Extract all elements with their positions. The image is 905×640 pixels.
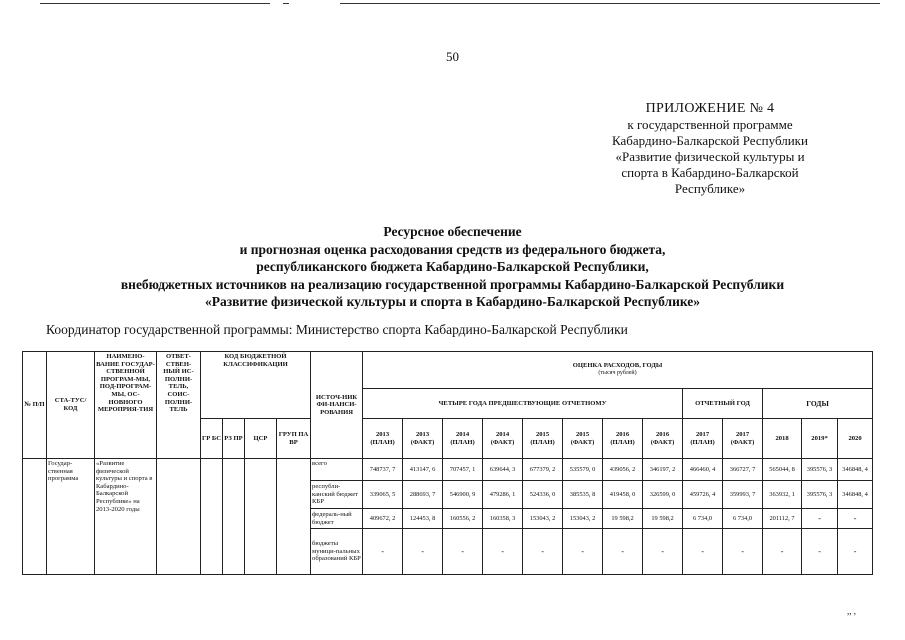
value-cell: 363932, 1	[763, 481, 802, 509]
value-cell: 639644, 3	[483, 459, 523, 481]
value-cell: -	[483, 529, 523, 575]
value-cell: -	[838, 529, 873, 575]
header-year: 2020	[838, 419, 873, 459]
header-name: НАИМЕНО-ВАНИЕ ГОСУДАР-СТВЕННОЙ ПРОГРАМ-МЫ, ПОД-ПРОГРАМ-МЫ, ОС-НОВНОГО МЕРОПРИЯ-ТИЯ	[95, 352, 157, 459]
value-cell: 19 598,2	[603, 509, 643, 529]
appendix-line: «Развитие физической культуры и	[615, 149, 805, 164]
header-prev-years: ЧЕТЫРЕ ГОДА ПРЕДШЕСТВУЮЩИЕ ОТЧЕТНОМУ	[363, 389, 683, 419]
top-rule-mid	[283, 3, 289, 4]
responsible-cell	[157, 459, 201, 575]
document-title	[0, 223, 905, 311]
estimate-unit: (тысяч рублей)	[598, 370, 637, 376]
value-cell: 326599, 0	[643, 481, 683, 509]
appendix-line: Кабардино-Балкарской Республики	[612, 133, 808, 148]
value-cell: 201112, 7	[763, 509, 802, 529]
value-cell: 124453, 8	[403, 509, 443, 529]
source-label: всего	[311, 459, 363, 481]
code-grbs-cell	[201, 459, 223, 575]
value-cell: 19 598,2	[643, 509, 683, 529]
top-rule-left	[40, 3, 270, 4]
header-year: 2017 (ФАКТ)	[723, 419, 763, 459]
value-cell: -	[838, 509, 873, 529]
value-cell: 339065, 5	[363, 481, 403, 509]
value-cell: 535579, 0	[563, 459, 603, 481]
value-cell: -	[443, 529, 483, 575]
value-cell: 366727, 7	[723, 459, 763, 481]
value-cell: 6 734,0	[723, 509, 763, 529]
header-budget-code: КОД БЮДЖЕТНОЙ КЛАССИФИКАЦИИ	[201, 352, 311, 419]
value-cell: 160358, 3	[483, 509, 523, 529]
value-cell: 346848, 4	[838, 481, 873, 509]
appendix-line: спорта в Кабардино-Балкарской	[621, 165, 799, 180]
header-year: 2014 (ФАКТ)	[483, 419, 523, 459]
value-cell: 565044, 8	[763, 459, 802, 481]
value-cell: 677379, 2	[523, 459, 563, 481]
header-code-grbs: ГР БС	[201, 419, 223, 459]
header-year: 2019*	[802, 419, 838, 459]
header-estimate	[363, 352, 873, 389]
value-cell: -	[523, 529, 563, 575]
header-year: 2017 (ПЛАН)	[683, 419, 723, 459]
value-cell: 439056, 2	[603, 459, 643, 481]
value-cell: 524336, 0	[523, 481, 563, 509]
row-num-cell	[23, 459, 47, 575]
appendix-line: к государственной программе	[627, 117, 793, 132]
value-cell: -	[563, 529, 603, 575]
value-cell: -	[403, 529, 443, 575]
value-cell: 385535, 8	[563, 481, 603, 509]
header-year: 2014 (ПЛАН)	[443, 419, 483, 459]
value-cell: -	[643, 529, 683, 575]
header-responsible: ОТВЕТ-СТВЕН-НЫЙ ИС-ПОЛНИ-ТЕЛЬ, СОИС-ПОЛНИ-ТЕЛЬ	[157, 352, 201, 459]
value-cell: -	[802, 509, 838, 529]
trailing-marks: ,, ,	[847, 606, 856, 616]
appendix-heading: ПРИЛОЖЕНИЕ № 4	[645, 101, 775, 116]
header-year: 2013 (ФАКТ)	[403, 419, 443, 459]
value-cell: 748737, 7	[363, 459, 403, 481]
value-cell: 546900, 9	[443, 481, 483, 509]
top-rule-right	[340, 3, 880, 4]
value-cell: 419458, 0	[603, 481, 643, 509]
code-csr-cell	[245, 459, 277, 575]
source-label: федераль-ный бюджет	[311, 509, 363, 529]
value-cell: 346848, 4	[838, 459, 873, 481]
resource-table	[22, 351, 873, 575]
value-cell: 413147, 6	[403, 459, 443, 481]
source-label: бюджеты муници-пальных образований КБР	[311, 529, 363, 575]
header-source: ИСТОЧ-НИК ФИ-НАНСИ-РОВАНИЯ	[311, 352, 363, 459]
program-status: Государ-ственная программа	[47, 459, 95, 575]
appendix-line: Республике»	[674, 181, 746, 196]
page-number: 50	[446, 49, 459, 64]
value-cell: 153043, 2	[563, 509, 603, 529]
estimate-title: ОЦЕНКА РАСХОДОВ, ГОДЫ	[572, 362, 663, 370]
value-cell: 459726, 4	[683, 481, 723, 509]
value-cell: 707457, 1	[443, 459, 483, 481]
value-cell: -	[723, 529, 763, 575]
value-cell: 479286, 1	[483, 481, 523, 509]
value-cell: 466460, 4	[683, 459, 723, 481]
header-num: № П/П	[23, 352, 47, 459]
header-year: 2015 (ПЛАН)	[523, 419, 563, 459]
value-cell: -	[683, 529, 723, 575]
header-years: ГОДЫ	[763, 389, 873, 419]
header-year: 2015 (ФАКТ)	[563, 419, 603, 459]
header-year: 2018	[763, 419, 802, 459]
header-code-vr: ГРУП ПА ВР	[277, 419, 311, 459]
value-cell: 288693, 7	[403, 481, 443, 509]
value-cell: 160556, 2	[443, 509, 483, 529]
header-year: 2016 (ПЛАН)	[603, 419, 643, 459]
header-year: 2013 (ПЛАН)	[363, 419, 403, 459]
header-code-rzpr: РЗ ПР	[223, 419, 245, 459]
value-cell: -	[802, 529, 838, 575]
header-code-csr: ЦСР	[245, 419, 277, 459]
value-cell: 395576, 3	[802, 459, 838, 481]
title-line: «Развитие физической культуры и спорта в Кабардино-Балкарской Республике»	[204, 294, 701, 309]
coordinator-line: Координатор государственной программы: Министерство спорта Кабардино-Балкарской Республики	[46, 322, 628, 337]
value-cell: -	[603, 529, 643, 575]
title-line: внебюджетных источников на реализацию государственной программы Кабардино-Балкарской Республики	[120, 276, 785, 292]
title-line: Ресурсное обеспечение	[383, 224, 522, 239]
value-cell: 409672, 2	[363, 509, 403, 529]
value-cell: 346197, 2	[643, 459, 683, 481]
value-cell: -	[363, 529, 403, 575]
value-cell: 359993, 7	[723, 481, 763, 509]
header-report-year: ОТЧЕТНЫЙ ГОД	[683, 389, 763, 419]
code-vr-cell	[277, 459, 311, 575]
header-status: СТА-ТУС/КОД	[47, 352, 95, 459]
value-cell: 153043, 2	[523, 509, 563, 529]
code-rzpr-cell	[223, 459, 245, 575]
program-name: «Развитие физической культуры и спорта в Кабардино-Балкарской Республике» на 2013-2020 годы	[95, 459, 157, 575]
title-line: и прогнозная оценка расходования средств из федерального бюджета,	[239, 241, 666, 257]
value-cell: 6 734,0	[683, 509, 723, 529]
value-cell: -	[763, 529, 802, 575]
appendix-block	[560, 101, 860, 197]
source-label: республи-канский бюджет КБР	[311, 481, 363, 509]
value-cell: 395576, 3	[802, 481, 838, 509]
title-line: республиканского бюджета Кабардино-Балкарской Республики,	[256, 259, 649, 274]
header-year: 2016 (ФАКТ)	[643, 419, 683, 459]
